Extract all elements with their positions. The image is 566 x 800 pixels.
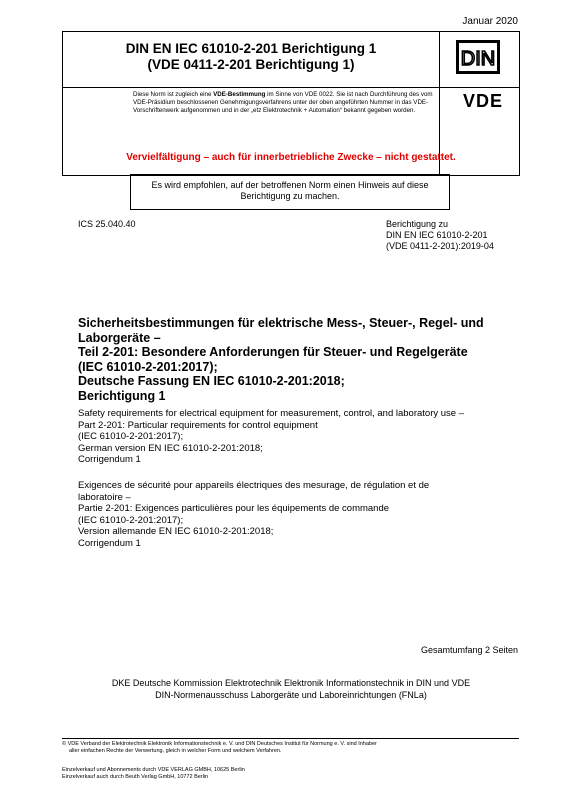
title-fr-line3: Partie 2-201: Exigences particulières pour les équipements de commande (78, 503, 390, 514)
document-number-line2: (VDE 0411-2-201 Berichtigung 1) (147, 57, 355, 72)
vde-logo: VDE (462, 91, 503, 111)
total-pages: Gesamtumfang 2 Seiten (420, 645, 518, 655)
din-logo (456, 40, 500, 74)
header-divider-horizontal (63, 87, 519, 88)
title-en-line3: (IEC 61010-2-201:2017); (78, 431, 184, 442)
din-logo-text: DIN (460, 48, 496, 70)
title-de-line1: Sicherheitsbestimmungen für elektrische Mess-, Steuer-, Regel- und (78, 316, 484, 330)
title-fr-line1: Exigences de sécurité pour appareils électriques des mesurage, de régulation et de (78, 480, 430, 491)
copyright-line1: © VDE Verband der Elektrotechnik Elektronik Informationstechnik e. V. und DIN Deutsches Institut für Normung e. V. sind Inhaber (62, 741, 377, 747)
note-pre: Diese Norm ist zugleich eine (133, 91, 214, 98)
title-en-line5: Corrigendum 1 (78, 454, 141, 465)
issue-date: Januar 2020 (462, 16, 518, 27)
title-fr-line2: laboratoire – (78, 491, 131, 503)
title-en-line4: German version EN IEC 61010-2-201:2018; (78, 442, 263, 454)
bottom-rule (62, 738, 519, 739)
title-en-line1: Safety requirements for electrical equipment for measurement, control, and laboratory use – (78, 408, 464, 419)
copyright-line2: aller einfachen Rechte der Verwertung, gleich in welcher Form und welchem Verfahren. (69, 748, 282, 754)
vde-approval-note (133, 91, 433, 115)
title-french (78, 480, 528, 549)
title-fr-line5: Version allemande EN IEC 61010-2-201:2018; (78, 526, 274, 537)
title-de-line6: Berichtigung 1 (78, 388, 166, 403)
sales-line2: Einzelverkauf auch durch Beuth Verlag GmbH, 10772 Berlin (62, 774, 209, 780)
committee-info (62, 678, 520, 701)
correction-line1: Berichtigung zu (386, 219, 449, 229)
reproduction-warning: Vervielfältigung – auch für innerbetriebliche Zwecke – nicht gestattet. (126, 152, 456, 163)
correction-line2: DIN EN IEC 61010-2-201 (386, 230, 488, 240)
sales-info (62, 767, 245, 781)
title-english (78, 408, 528, 466)
title-de-line4: (IEC 61010-2-201:2017); (78, 359, 218, 374)
dke-line1: DKE Deutsche Kommission Elektrotechnik Elektronik Informationstechnik in DIN und VDE (111, 678, 471, 688)
copyright-notice (62, 741, 482, 755)
dke-line2: DIN-Normenausschuss Laborgeräte und Laboreinrichtungen (FNLa) (155, 689, 427, 700)
title-de-line2: Laborgeräte – (78, 330, 161, 345)
document-number-line1: DIN EN IEC 61010-2-201 Berichtigung 1 (125, 41, 377, 56)
note-post: im Sinne von VDE 0022. Sie ist nach Durchführung des vom VDE-Präsidium beschlossenen Genehmigungsverfahrens unter der oben angeführten Nummer in das VDE-Vorschriftenwerk aufgenommen und in der „etz Elektrotechnik + Automation“ bekannt gegeben worden. (133, 91, 433, 114)
title-fr-line4: (IEC 61010-2-201:2017); (78, 514, 184, 526)
ics-code: ICS 25.040.40 (78, 219, 136, 229)
correction-line3: (VDE 0411-2-201):2019-04 (386, 241, 494, 251)
recommendation-box (130, 174, 450, 210)
sales-line1: Einzelverkauf und Abonnements durch VDE VERLAG GMBH, 10625 Berlin (62, 767, 245, 773)
correction-reference (386, 219, 494, 252)
recommendation-line1: Es wird empfohlen, auf der betroffenen Norm einen Hinweis auf diese (151, 180, 429, 190)
document-number (63, 41, 439, 73)
title-german (78, 316, 518, 403)
title-de-line5: Deutsche Fassung EN IEC 61010-2-201:2018; (78, 374, 345, 388)
note-bold: VDE-Bestimmung (213, 91, 266, 98)
title-fr-line6: Corrigendum 1 (78, 537, 141, 549)
title-en-line2: Part 2-201: Particular requirements for control equipment (78, 419, 318, 431)
title-de-line3: Teil 2-201: Besondere Anforderungen für Steuer- und Regelgeräte (78, 345, 468, 359)
din-logo-icon (459, 43, 497, 71)
recommendation-line2: Berichtigung zu machen. (240, 191, 340, 201)
